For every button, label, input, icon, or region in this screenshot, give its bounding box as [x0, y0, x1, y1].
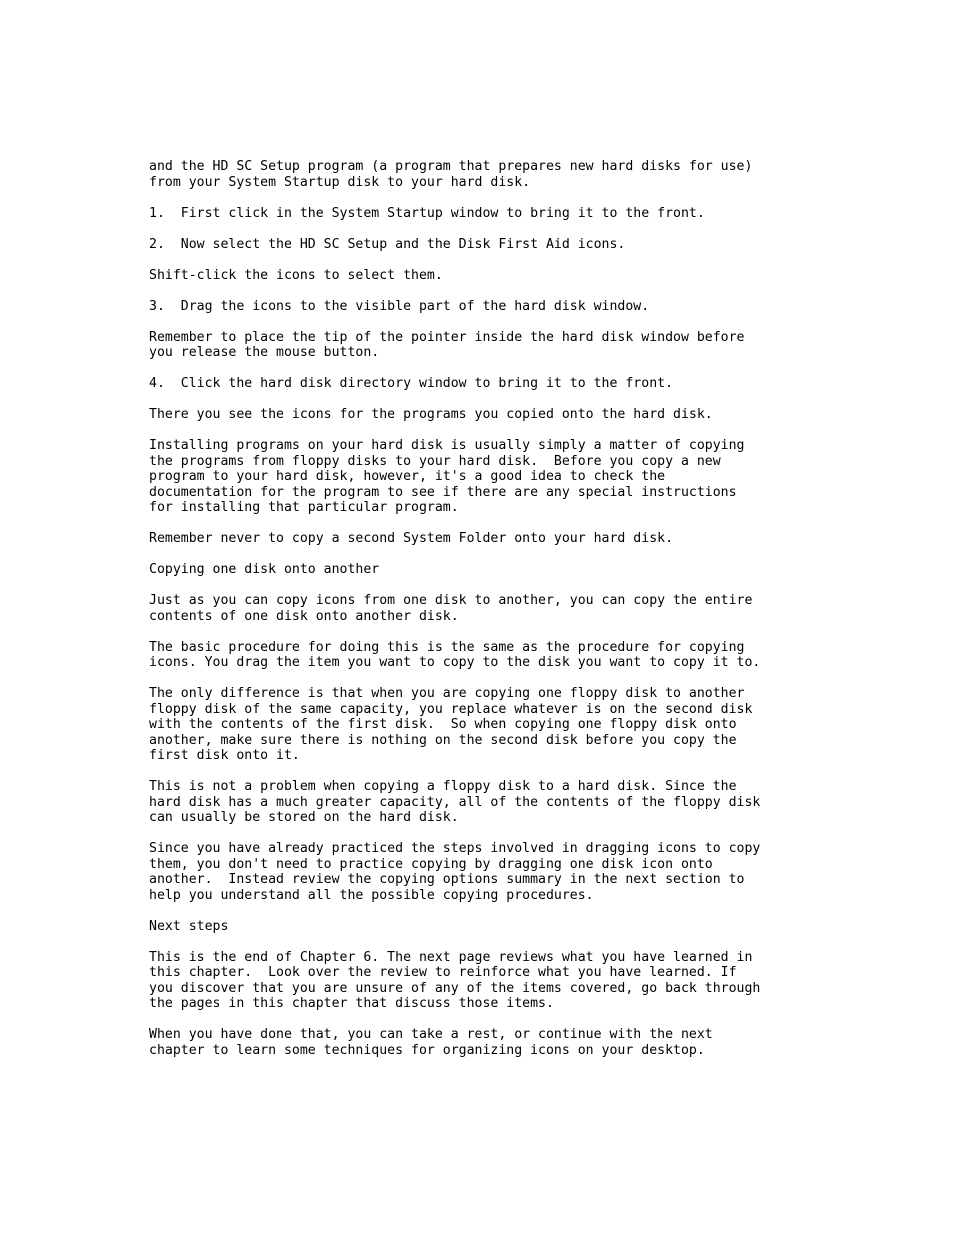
section-heading-next-steps: Next steps — [149, 918, 229, 934]
step-2-note: Shift-click the icons to select them. — [149, 267, 443, 283]
step-1: 1. First click in the System Startup window to bring it to the front. — [149, 205, 705, 221]
paragraph-system-folder-warning: Remember never to copy a second System Folder onto your hard disk. — [149, 531, 674, 546]
step-2: 2. Now select the HD SC Setup and the Disk First Aid icons. — [149, 236, 626, 252]
section-heading-copying-disk: Copying one disk onto another — [149, 562, 380, 577]
step-4: 4. Click the hard disk directory window to bring it to the front. — [149, 376, 674, 391]
paragraph-basic-procedure: The basic procedure for doing this is the same as the procedure for copying icons. You drag the item you want to copy to the disk you want to copy it to. — [149, 639, 761, 670]
step-4-note: There you see the icons for the programs you copied onto the hard disk. — [149, 407, 713, 422]
paragraph-take-a-rest: When you have done that, you can take a rest, or continue with the next chapter to learn some techniques for organizing icons on your desktop. — [149, 1027, 713, 1058]
paragraph-only-difference: The only difference is that when you are copying one floppy disk to another floppy disk of the same capacity, you replace whatever is on the second disk with the contents of the first disk. So when copying one floppy disk onto another, make sure there is nothing on the second disk before you copy the first disk onto it. — [149, 686, 753, 763]
paragraph-already-practiced: Since you have already practiced the steps involved in dragging icons to copy them, you don't need to practice copying by dragging one disk icon onto another. Instead review the copying options summary in the next section to help you understand all the possible copying procedures. — [149, 841, 761, 903]
step-3-note: Remember to place the tip of the pointer inside the hard disk window before you release the mouse button. — [149, 329, 745, 360]
paragraph-end-of-chapter: This is the end of Chapter 6. The next page reviews what you have learned in this chapter. Look over the review to reinforce what you have learned. If you discover that you are unsure of any of the items covered, go back through the pages in this chapter that discuss those items. — [149, 949, 761, 1011]
step-3: 3. Drag the icons to the visible part of the hard disk window. — [149, 298, 650, 314]
paragraph-installing-programs: Installing programs on your hard disk is usually simply a matter of copying the programs from floppy disks to your hard disk. Before you copy a new program to your hard disk, however, it's a good idea to check the documentation for the program to see if there are any special instructions for installing that particular program. — [149, 438, 745, 515]
document-page — [149, 159, 939, 1074]
paragraph-intro-continued: and the HD SC Setup program (a program that prepares new hard disks for use) from your System Startup disk to your hard disk. — [149, 159, 753, 190]
paragraph-hard-disk-capacity: This is not a problem when copying a floppy disk to a hard disk. Since the hard disk has a much greater capacity, all of the contents of the floppy disk can usually be stored on the hard disk. — [149, 779, 761, 825]
paragraph-copy-entire-disk: Just as you can copy icons from one disk to another, you can copy the entire contents of one disk onto another disk. — [149, 593, 753, 624]
